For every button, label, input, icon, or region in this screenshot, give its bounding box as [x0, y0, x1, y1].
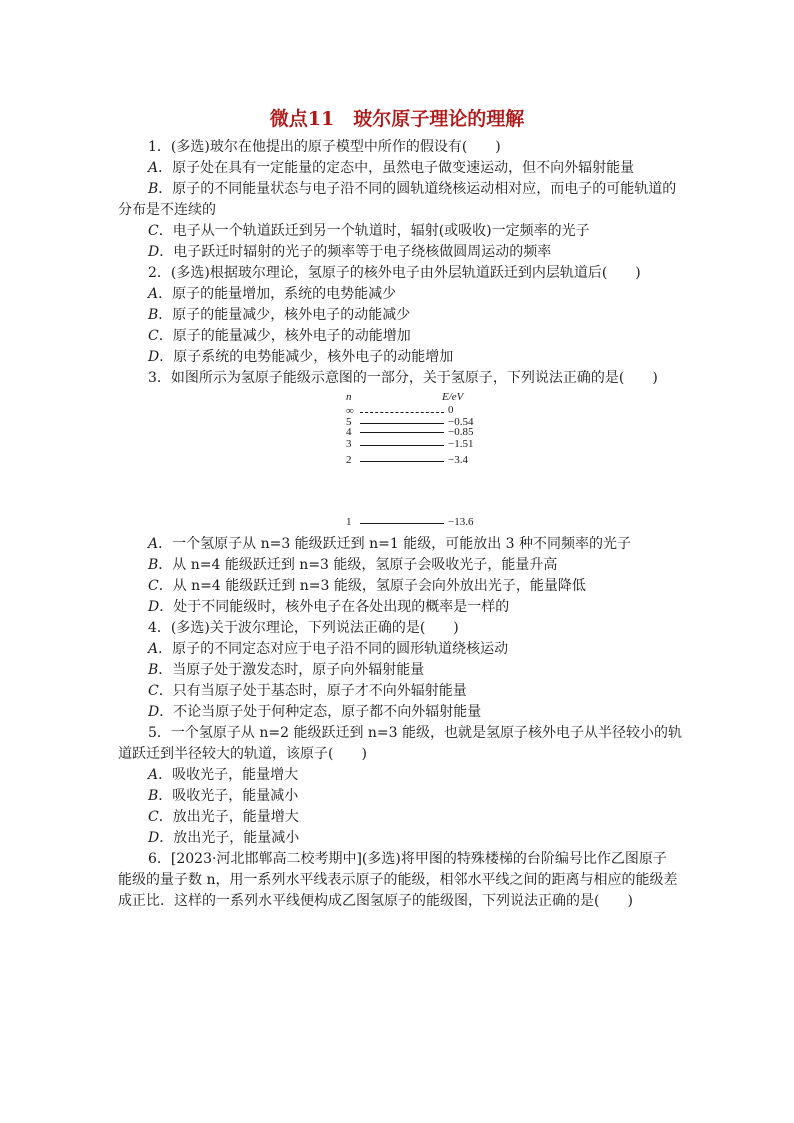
energy-level-diagram: [340, 390, 480, 530]
level-n-1: 1: [346, 516, 352, 528]
q1-option-b: B．原子的不同能量状态与电子沿不同的圆轨道绕核运动相对应，而电子的可能轨道的: [148, 181, 677, 197]
diagram-n-header: n: [346, 391, 352, 403]
level-n-inf: ∞: [346, 405, 354, 417]
q1-stem: 1．(多选)玻尔在他提出的原子模型中所作的假设有( ): [148, 139, 501, 155]
q3-option-a: A．一个氢原子从 n=3 能级跃迁到 n=1 能级，可能放出 3 种不同频率的光子: [148, 536, 632, 552]
level-e-inf: 0: [448, 404, 454, 416]
q1-option-d: D．电子跃迁时辐射的光子的频率等于电子绕核做圆周运动的频率: [148, 244, 552, 260]
q2-stem: 2．(多选)根据玻尔理论，氢原子的核外电子由外层轨道跃迁到内层轨道后( ): [148, 265, 641, 281]
q5-option-d: D．放出光子，能量减小: [148, 830, 300, 846]
q4-stem: 4．(多选)关于波尔理论，下列说法正确的是( ): [148, 620, 459, 636]
level-n-5: 5: [346, 416, 352, 428]
q1-option-a: A．原子处在具有一定能量的定态中，虽然电子做变速运动，但不向外辐射能量: [148, 160, 635, 176]
level-n-3: 3: [346, 438, 352, 450]
q3-option-b: B．从 n=4 能级跃迁到 n=3 能级，氢原子会吸收光子，能量升高: [148, 557, 558, 573]
level-e-5: −0.54: [448, 416, 474, 428]
q3-option-d: D．处于不同能级时，核外电子在各处出现的概率是一样的: [148, 599, 510, 615]
q6-stem-cont-1: 能级的量子数 n，用一系列水平线表示原子的能级，相邻水平线之间的距离与相应的能级差: [118, 872, 678, 888]
level-line-4: [360, 432, 444, 433]
diagram-e-header: E/eV: [442, 391, 464, 403]
level-line-3: [360, 445, 444, 446]
q3-stem: 3．如图所示为氢原子能级示意图的一部分，关于氢原子，下列说法正确的是( ): [148, 370, 658, 386]
q2-option-c: C．原子的能量减少，核外电子的动能增加: [148, 328, 411, 344]
q1-option-b-cont: 分布是不连续的: [118, 202, 216, 218]
q2-option-b: B．原子的能量减少，核外电子的动能减少: [148, 307, 411, 323]
level-e-3: −1.51: [448, 438, 474, 450]
level-n-4: 4: [346, 426, 352, 438]
level-e-1: −13.6: [448, 516, 474, 528]
q5-option-b: B．吸收光子，能量减小: [148, 788, 299, 804]
level-n-2: 2: [346, 454, 352, 466]
q4-option-c: C．只有当原子处于基态时，原子才不向外辐射能量: [148, 683, 467, 699]
q4-option-a: A．原子的不同定态对应于电子沿不同的圆形轨道绕核运动: [148, 641, 509, 657]
q4-option-b: B．当原子处于激发态时，原子向外辐射能量: [148, 662, 425, 678]
q2-option-a: A．原子的能量增加，系统的电势能减少: [148, 286, 397, 302]
q2-option-d: D．原子系统的电势能减少，核外电子的动能增加: [148, 349, 454, 365]
level-line-5: [360, 423, 444, 424]
q5-stem: 5．一个氢原子从 n=2 能级跃迁到 n=3 能级，也就是氢原子核外电子从半径较小的轨: [148, 725, 683, 741]
level-line-1: [360, 523, 444, 524]
q5-option-a: A．吸收光子，能量增大: [148, 767, 299, 783]
q4-option-d: D．不论当原子处于何种定态，原子都不向外辐射能量: [148, 704, 482, 720]
q5-option-c: C．放出光子，能量增大: [148, 809, 299, 825]
q1-option-c: C．电子从一个轨道跃迁到另一个轨道时，辐射(或吸收)一定频率的光子: [148, 223, 590, 239]
q6-stem: 6．[2023·河北邯郸高二校考期中](多选)将甲图的特殊楼梯的台阶编号比作乙图原子: [148, 851, 667, 867]
q6-stem-cont-2: 成正比．这样的一系列水平线便构成乙图氢原子的能级图，下列说法正确的是( ): [118, 893, 633, 909]
q3-option-c: C．从 n=4 能级跃迁到 n=3 能级，氢原子会向外放出光子，能量降低: [148, 578, 586, 594]
q5-stem-cont: 道跃迁到半径较大的轨道，该原子( ): [118, 746, 367, 762]
level-line-2: [360, 461, 444, 462]
level-e-4: −0.85: [448, 426, 474, 438]
level-e-2: −3.4: [448, 454, 468, 466]
level-line-inf: [360, 412, 444, 413]
page-title: 微点11 玻尔原子理论的理解: [269, 108, 525, 130]
